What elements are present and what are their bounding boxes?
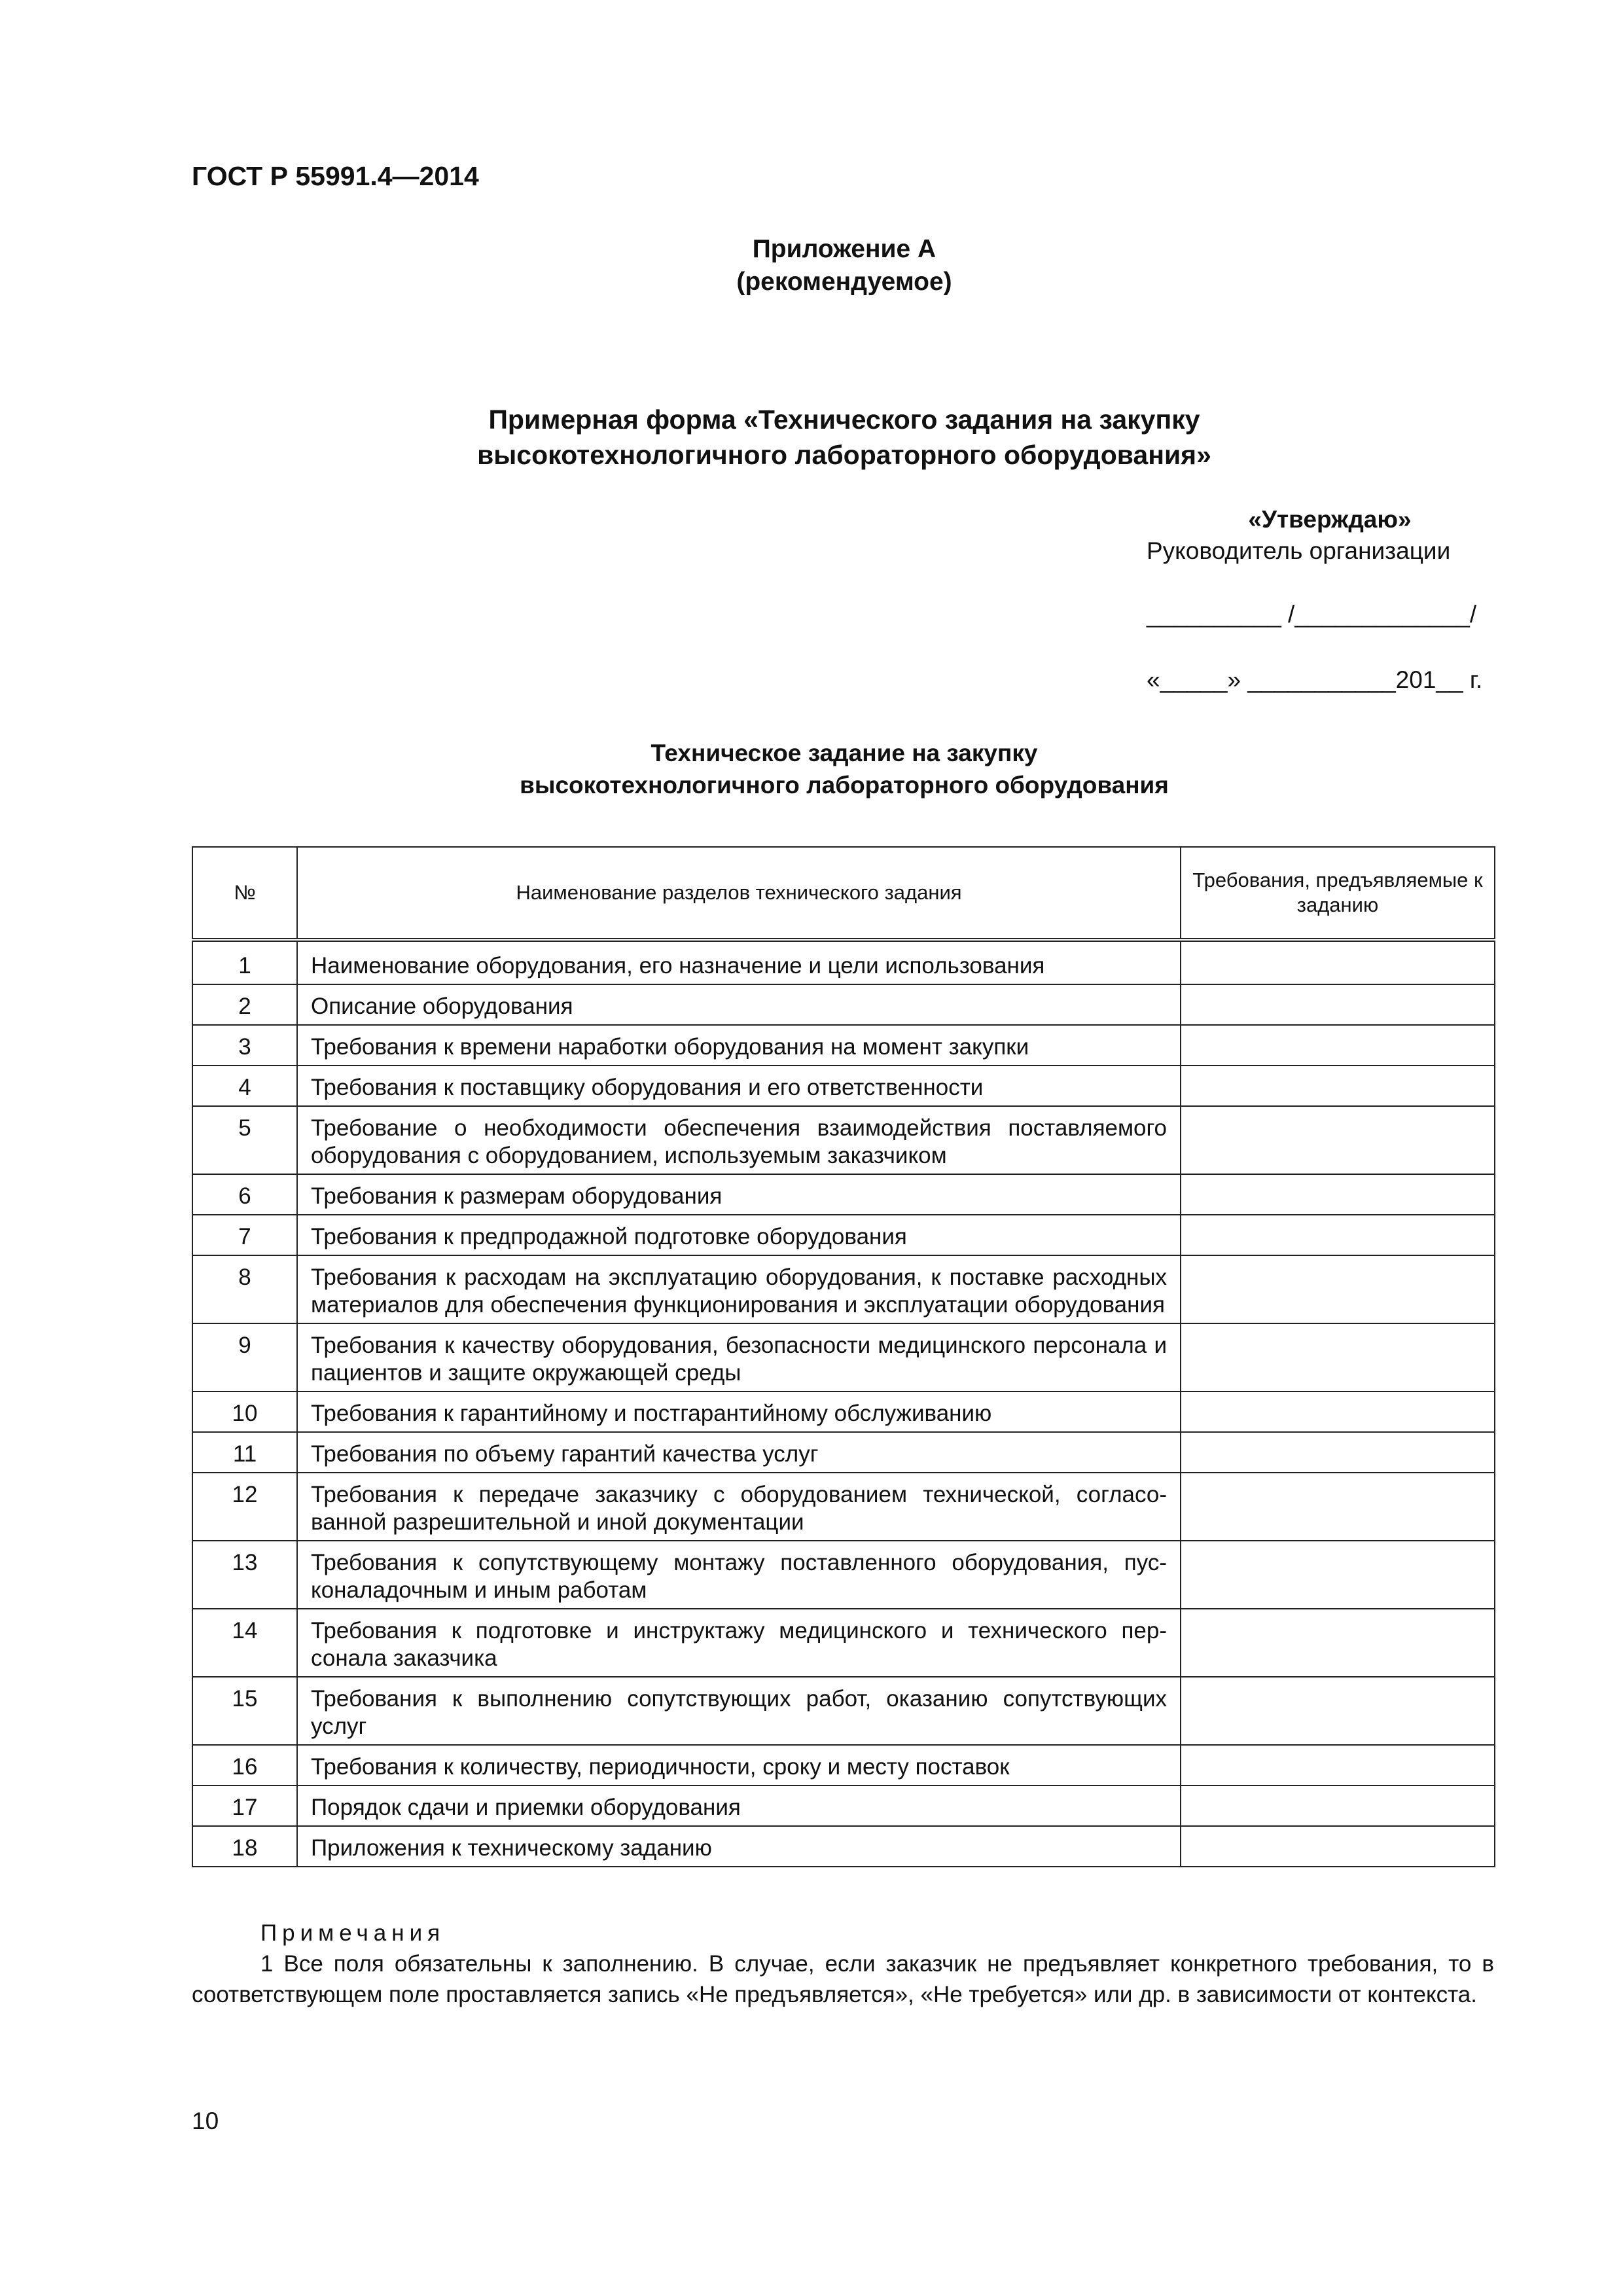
row-requirements bbox=[1181, 1025, 1495, 1066]
note-item-1: 1 Все поля обязательны к заполнению. В случае, если заказчик не предъявляет конкретного требования, то в соответствующем поле проставляется запись «Не предъявляется», «Не требуется» или др. в зависимости от контекста. bbox=[192, 1951, 1494, 2007]
form-title bbox=[0, 402, 1623, 473]
row-requirements bbox=[1181, 1826, 1495, 1867]
standard-code: ГОСТ Р 55991.4—2014 bbox=[192, 161, 479, 191]
row-requirements bbox=[1181, 1215, 1495, 1255]
table-row bbox=[192, 1025, 1495, 1066]
row-section-name: Требования к выполнению сопутствующих работ, оказанию сопутствующих услуг bbox=[297, 1677, 1181, 1745]
row-section-name: Описание оборудования bbox=[297, 984, 1181, 1025]
table-row bbox=[192, 1391, 1495, 1432]
row-requirements bbox=[1181, 1745, 1495, 1785]
row-number: 8 bbox=[192, 1255, 297, 1323]
row-number: 16 bbox=[192, 1745, 297, 1785]
row-number: 6 bbox=[192, 1174, 297, 1215]
table-body bbox=[192, 940, 1495, 1867]
approval-block bbox=[1147, 504, 1513, 693]
signature-line: __________ /_____________/ bbox=[1147, 601, 1477, 628]
row-number: 1 bbox=[192, 940, 297, 984]
row-requirements bbox=[1181, 1391, 1495, 1432]
technical-spec-title-line2: высокотехнологичного лабораторного оборудования bbox=[520, 772, 1169, 798]
header-requirements: Требования, предъявляемые к заданию bbox=[1181, 847, 1495, 940]
row-section-name: Требования к подготовке и инструктажу медицинского и технического персонала заказчика bbox=[297, 1609, 1181, 1677]
row-number: 4 bbox=[192, 1066, 297, 1106]
row-section-name: Требования к времени наработки оборудования на момент закупки bbox=[297, 1025, 1181, 1066]
row-requirements bbox=[1181, 1255, 1495, 1323]
row-section-name: Требования к количеству, периодичности, сроку и месту поставок bbox=[297, 1745, 1181, 1785]
row-requirements bbox=[1181, 1323, 1495, 1391]
table-row bbox=[192, 1677, 1495, 1745]
row-number: 15 bbox=[192, 1677, 297, 1745]
header-name: Наименование разделов технического задания bbox=[297, 847, 1181, 940]
page-number: 10 bbox=[192, 2108, 219, 2134]
notes-heading: Примечания bbox=[260, 1920, 446, 1946]
date-line: «_____» ___________201__ г. bbox=[1147, 666, 1483, 693]
table-row bbox=[192, 1323, 1495, 1391]
row-requirements bbox=[1181, 984, 1495, 1025]
row-section-name: Требования к поставщику оборудования и его ответственности bbox=[297, 1066, 1181, 1106]
technical-spec-title-line1: Техническое задание на закупку bbox=[651, 740, 1038, 766]
row-requirements bbox=[1181, 1541, 1495, 1609]
row-section-name: Требования к передаче заказчику с оборудованием технической, согласованной разрешительной и иной документации bbox=[297, 1473, 1181, 1541]
notes-block bbox=[192, 1918, 1494, 2010]
table-row bbox=[192, 1473, 1495, 1541]
table-row bbox=[192, 1745, 1495, 1785]
row-number: 7 bbox=[192, 1215, 297, 1255]
row-requirements bbox=[1181, 1432, 1495, 1473]
row-section-name: Требования к гарантийному и постгарантийному обслуживанию bbox=[297, 1391, 1181, 1432]
row-section-name: Приложения к техническому заданию bbox=[297, 1826, 1181, 1867]
table-row bbox=[192, 1255, 1495, 1323]
row-requirements bbox=[1181, 1677, 1495, 1745]
row-number: 11 bbox=[192, 1432, 297, 1473]
row-section-name: Наименование оборудования, его назначение и цели использования bbox=[297, 940, 1181, 984]
form-title-line1: Примерная форма «Технического задания на закупку bbox=[488, 404, 1200, 435]
row-number: 17 bbox=[192, 1785, 297, 1826]
table-row bbox=[192, 1106, 1495, 1174]
requirements-table bbox=[192, 846, 1495, 1867]
row-section-name: Порядок сдачи и приемки оборудования bbox=[297, 1785, 1181, 1826]
row-number: 18 bbox=[192, 1826, 297, 1867]
row-requirements bbox=[1181, 940, 1495, 984]
table-row bbox=[192, 1826, 1495, 1867]
row-requirements bbox=[1181, 1609, 1495, 1677]
table-row bbox=[192, 1609, 1495, 1677]
row-section-name: Требования к сопутствующему монтажу поставленного оборудования, пусконаладочным и иным работам bbox=[297, 1541, 1181, 1609]
annex-title: Приложение А bbox=[752, 235, 936, 263]
row-section-name: Требования к расходам на эксплуатацию оборудования, к поставке расходных материалов для обеспечения функционирования и эксплуатации оборудования bbox=[297, 1255, 1181, 1323]
row-section-name: Требования к предпродажной подготовке оборудования bbox=[297, 1215, 1181, 1255]
row-section-name: Требования к качеству оборудования, безопасности медицинского персонала и пациентов и защите окружающей среды bbox=[297, 1323, 1181, 1391]
row-number: 13 bbox=[192, 1541, 297, 1609]
row-requirements bbox=[1181, 1785, 1495, 1826]
row-requirements bbox=[1181, 1106, 1495, 1174]
row-number: 2 bbox=[192, 984, 297, 1025]
row-number: 9 bbox=[192, 1323, 297, 1391]
technical-spec-title bbox=[0, 737, 1623, 801]
table-row bbox=[192, 1174, 1495, 1215]
row-number: 5 bbox=[192, 1106, 297, 1174]
form-title-line2: высокотехнологичного лабораторного оборудования» bbox=[477, 440, 1211, 470]
row-section-name: Требования к размерам оборудования bbox=[297, 1174, 1181, 1215]
table-row bbox=[192, 940, 1495, 984]
table-row bbox=[192, 1432, 1495, 1473]
row-number: 14 bbox=[192, 1609, 297, 1677]
annex-block bbox=[0, 233, 1623, 298]
approval-role: Руководитель организации bbox=[1147, 537, 1451, 564]
row-requirements bbox=[1181, 1473, 1495, 1541]
table-header-row bbox=[192, 847, 1495, 940]
table-row bbox=[192, 984, 1495, 1025]
row-section-name: Требование о необходимости обеспечения взаимодействия поставляемого оборудования с оборудованием, используемым заказчиком bbox=[297, 1106, 1181, 1174]
table-row bbox=[192, 1066, 1495, 1106]
row-number: 3 bbox=[192, 1025, 297, 1066]
table-row bbox=[192, 1215, 1495, 1255]
row-section-name: Требования по объему гарантий качества услуг bbox=[297, 1432, 1181, 1473]
row-number: 10 bbox=[192, 1391, 297, 1432]
annex-type: (рекомендуемое) bbox=[736, 268, 952, 296]
table-row bbox=[192, 1541, 1495, 1609]
row-number: 12 bbox=[192, 1473, 297, 1541]
table-row bbox=[192, 1785, 1495, 1826]
approval-title: «Утверждаю» bbox=[1248, 506, 1412, 533]
row-requirements bbox=[1181, 1174, 1495, 1215]
header-num: № bbox=[192, 847, 297, 940]
row-requirements bbox=[1181, 1066, 1495, 1106]
